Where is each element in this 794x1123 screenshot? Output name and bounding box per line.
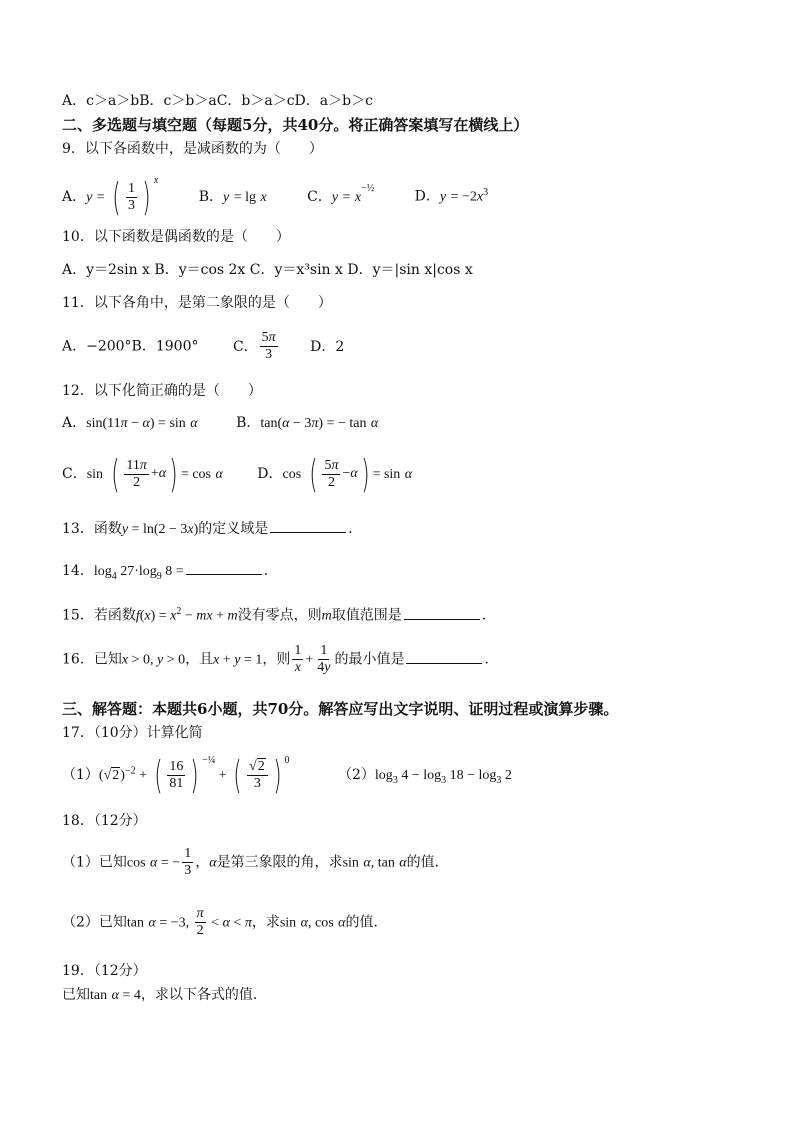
q12-option-b: B．tan(α − 3π) = − tan α	[236, 415, 379, 431]
q10-stem: 10．以下函数是偶函数的是（ ）	[62, 229, 290, 245]
q12-stem: 12．以下化简正确的是（ ）	[62, 383, 262, 399]
q12-options-cd	[62, 454, 412, 494]
q16: 16．已知x > 0, y > 0，且x + y = 1，则 $\frac{1}{x}$ + $\frac{1}{4y}$ 的最小值是 ．	[62, 643, 499, 675]
q13: 13．函数y = ln(2 − 3x)的定义域是 ．	[62, 521, 363, 537]
q11-option-d: D．2	[310, 338, 345, 355]
q15: 15．若函数$f(x) = x^2$ − mx + m没有零点，则m取值范围是 ．	[62, 606, 496, 624]
q9-stem: 9．以下各函数中，是减函数的为（ ）	[62, 141, 323, 157]
q9-option-a: A．y = ( $\frac{1}{3}$ ) $^x$	[62, 175, 159, 219]
q11-option-ab: A．−200°B．1900°	[62, 338, 199, 355]
q18-stem: 18．（12分）	[62, 813, 147, 829]
q11-options	[62, 330, 344, 363]
q11-option-c: C． $\frac{5\pi}{3}$	[232, 330, 276, 362]
q14: 14．$\log_4 27\cdot\log_9$ 8 = ．	[62, 563, 278, 582]
q11-stem: 11．以下各角中，是第二象限的是（ ）	[62, 295, 332, 311]
q12-option-a: A．sin(11π − α) = sin α	[62, 415, 198, 431]
q10-options: A．y＝2sin x B．y＝cos 2x C．y＝x³sin x D．y＝|sin x|cos x	[62, 262, 473, 278]
section3-title: 三、解答题：本题共6小题，共70分。解答应写出文字说明、证明过程或演算步骤。	[62, 700, 619, 718]
q17-part-2: $(2)\log_3$ $4 - \log_3 18 - \log_3 2$	[338, 767, 512, 786]
q14-answer-blank[interactable]	[186, 562, 262, 575]
q18-part-1: （1）已知cos α = − $\frac{1}{3}$ ，α是第三象限的角，求sin α, tan α的值．	[62, 846, 449, 878]
q9-options	[62, 172, 510, 217]
q19-line: 已知tan α = 4，求以下各式的值．	[62, 987, 267, 1003]
q9-option-c: C．$y = x^{-\frac{1}{2}}$	[307, 183, 375, 205]
q17-part-1: $(1)(√2)^{-2}$ + ( $\frac{16}{81}$ ) $^{-\frac{1}{4}}$ + ( $\frac{√2}{3}$ ) $^0$	[62, 753, 290, 797]
q15-answer-blank[interactable]	[404, 607, 480, 620]
q17-parts	[62, 752, 512, 795]
q9-option-b: B．y = lg x	[198, 189, 267, 205]
q19-stem: 19．（12分）	[62, 963, 147, 979]
q12-options-ab	[62, 414, 378, 433]
q12-option-d: D．cos ( $\frac{5\pi}{2}$ − α ) = sin α	[257, 452, 413, 496]
q18-part-2: （2）已知tan α = −3, $\frac{\pi}{2}$ < α < π，求sin α, cos α的值．	[62, 906, 388, 938]
q13-answer-blank[interactable]	[270, 520, 346, 533]
q8-options: A．c＞a＞bB．c＞b＞aC．b＞a＞cD．a＞b＞c	[62, 93, 373, 109]
q16-answer-blank[interactable]	[406, 651, 482, 664]
q17-stem: 17．（10分）计算化简	[62, 725, 203, 741]
q12-option-c: C．sin ( $\frac{11\pi}{2}$ + α ) = cos α	[62, 452, 223, 496]
section2-title: 二、多选题与填空题（每题5分，共40分。将正确答案填写在横线上）	[62, 116, 529, 134]
q9-option-d: D．$y = -2x^3$	[414, 187, 489, 205]
